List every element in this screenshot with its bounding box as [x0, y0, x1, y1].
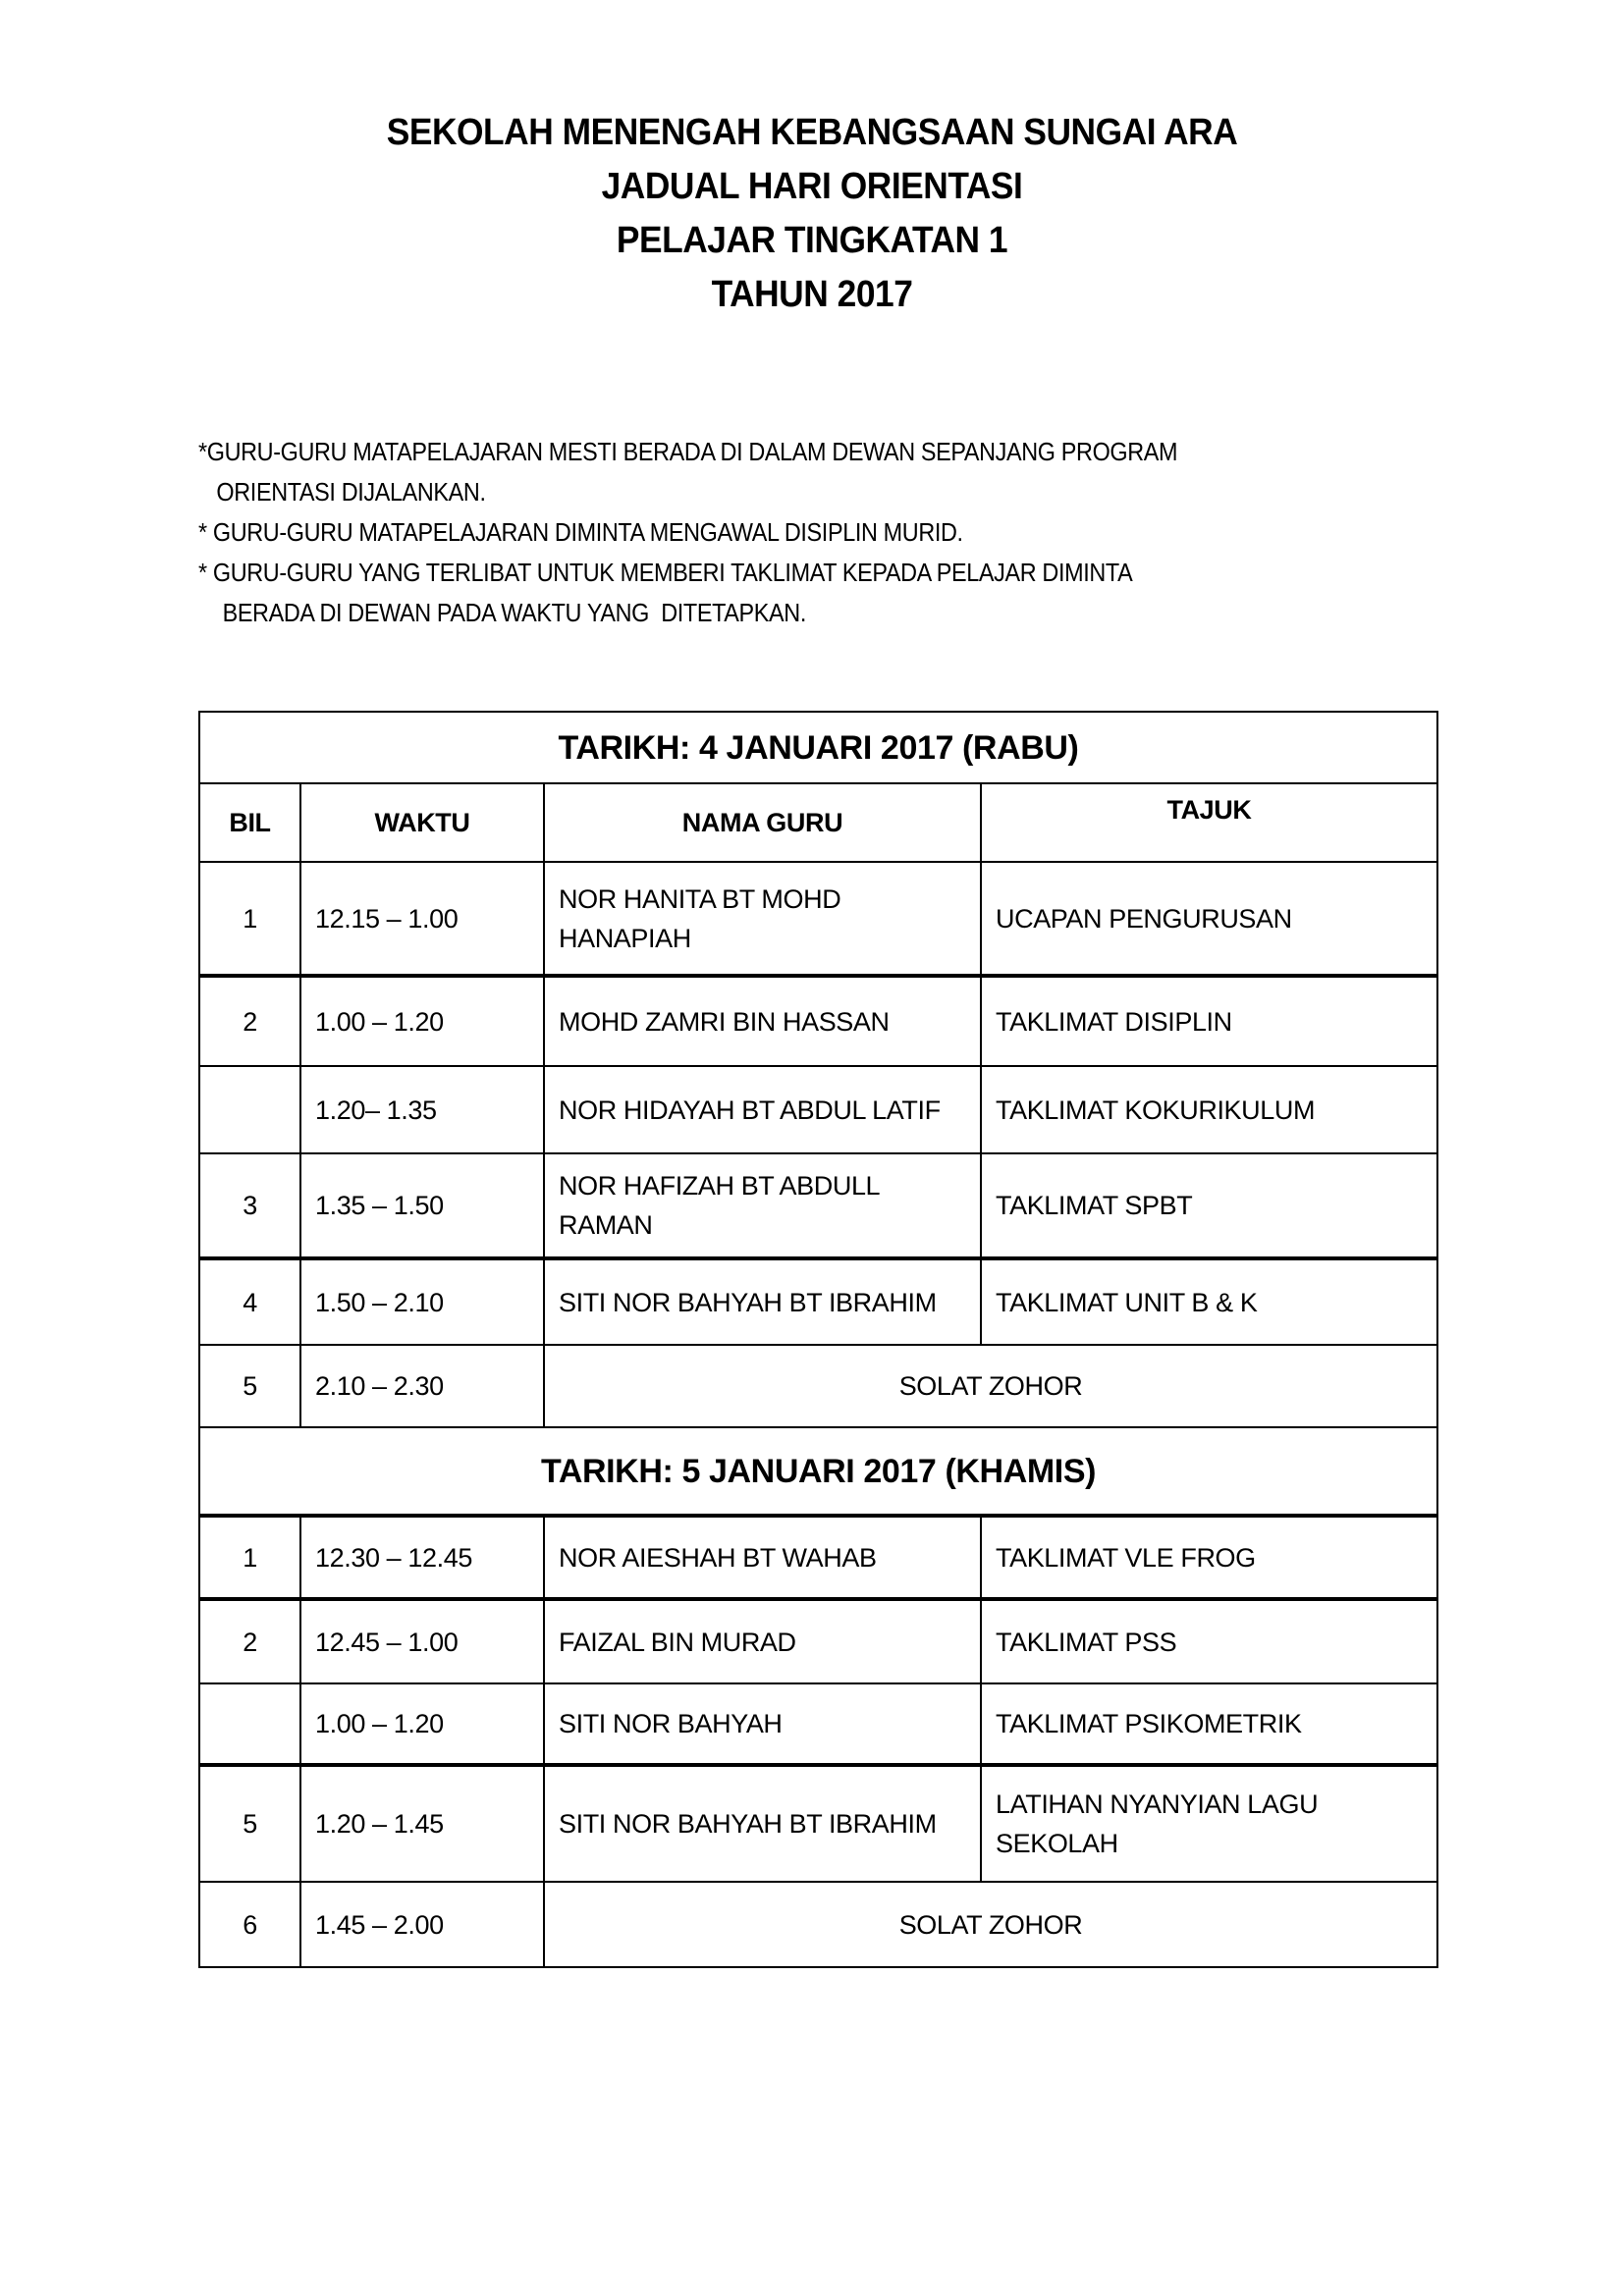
- cell-bil: 1: [199, 862, 300, 976]
- table-row: [199, 1683, 1437, 1765]
- cell-tajuk: TAKLIMAT KOKURIKULUM: [981, 1066, 1437, 1153]
- cell-waktu: 2.10 – 2.30: [300, 1345, 544, 1427]
- cell-nama-guru: NOR HIDAYAH BT ABDUL LATIF: [544, 1066, 981, 1153]
- cell-bil: 2: [199, 976, 300, 1066]
- cell-merged-activity: SOLAT ZOHOR: [544, 1345, 1437, 1427]
- cell-bil: 3: [199, 1153, 300, 1258]
- table-row: [199, 862, 1437, 976]
- cell-nama-guru: SITI NOR BAHYAH BT IBRAHIM: [544, 1258, 981, 1345]
- cell-bil: 2: [199, 1599, 300, 1683]
- cell-tajuk: TAKLIMAT PSS: [981, 1599, 1437, 1683]
- cell-nama-guru: NOR HAFIZAH BT ABDULL RAMAN: [544, 1153, 981, 1258]
- notes-section: [198, 432, 1475, 633]
- cell-bil: 6: [199, 1882, 300, 1967]
- date-heading: TARIKH: 5 JANUARI 2017 (KHAMIS): [199, 1427, 1437, 1516]
- cell-waktu: 1.00 – 1.20: [300, 976, 544, 1066]
- table-row: [199, 1066, 1437, 1153]
- table-row: [199, 1153, 1437, 1258]
- table-row: [199, 1599, 1437, 1683]
- table-row: [199, 1516, 1437, 1599]
- cell-waktu: 12.45 – 1.00: [300, 1599, 544, 1683]
- title-schedule-name: JADUAL HARI ORIENTASI: [601, 166, 1023, 207]
- cell-waktu: 12.30 – 12.45: [300, 1516, 544, 1599]
- cell-tajuk: LATIHAN NYANYIAN LAGU SEKOLAH: [981, 1765, 1437, 1882]
- cell-waktu: 1.35 – 1.50: [300, 1153, 544, 1258]
- cell-bil: 5: [199, 1345, 300, 1427]
- cell-tajuk: UCAPAN PENGURUSAN: [981, 862, 1437, 976]
- cell-tajuk: TAKLIMAT VLE FROG: [981, 1516, 1437, 1599]
- table-row: [199, 1345, 1437, 1427]
- date-row-day2: [199, 1427, 1437, 1516]
- cell-tajuk: TAKLIMAT SPBT: [981, 1153, 1437, 1258]
- table-row: [199, 1258, 1437, 1345]
- cell-waktu: 1.00 – 1.20: [300, 1683, 544, 1765]
- cell-waktu: 1.20– 1.35: [300, 1066, 544, 1153]
- cell-bil: 4: [199, 1258, 300, 1345]
- cell-nama-guru: NOR AIESHAH BT WAHAB: [544, 1516, 981, 1599]
- note-line: BERADA DI DEWAN PADA WAKTU YANG DITETAPKAN.: [198, 598, 806, 627]
- cell-nama-guru: SITI NOR BAHYAH: [544, 1683, 981, 1765]
- cell-nama-guru: NOR HANITA BT MOHD HANAPIAH: [544, 862, 981, 976]
- note-line: ORIENTASI DIJALANKAN.: [198, 477, 486, 507]
- cell-bil: 1: [199, 1516, 300, 1599]
- header-tajuk: TAJUK: [981, 783, 1437, 862]
- note-line: *GURU-GURU MATAPELAJARAN MESTI BERADA DI DALAM DEWAN SEPANJANG PROGRAM: [198, 437, 1178, 466]
- cell-bil: 5: [199, 1765, 300, 1882]
- header-row: [199, 783, 1437, 862]
- header-bil: BIL: [199, 783, 300, 862]
- title-year: TAHUN 2017: [711, 274, 913, 315]
- note-line: * GURU-GURU MATAPELAJARAN DIMINTA MENGAWAL DISIPLIN MURID.: [198, 517, 963, 547]
- cell-nama-guru: SITI NOR BAHYAH BT IBRAHIM: [544, 1765, 981, 1882]
- title-school-name: SEKOLAH MENENGAH KEBANGSAAN SUNGAI ARA: [386, 112, 1238, 153]
- header-nama-guru: NAMA GURU: [544, 783, 981, 862]
- cell-waktu: 1.45 – 2.00: [300, 1882, 544, 1967]
- cell-tajuk: TAKLIMAT DISIPLIN: [981, 976, 1437, 1066]
- schedule-table: [198, 711, 1438, 1968]
- table-row: [199, 976, 1437, 1066]
- cell-waktu: 1.20 – 1.45: [300, 1765, 544, 1882]
- date-heading: TARIKH: 4 JANUARI 2017 (RABU): [199, 712, 1437, 783]
- cell-merged-activity: SOLAT ZOHOR: [544, 1882, 1437, 1967]
- table-row: [199, 1765, 1437, 1882]
- cell-nama-guru: FAIZAL BIN MURAD: [544, 1599, 981, 1683]
- cell-bil: [199, 1066, 300, 1153]
- note-line: * GURU-GURU YANG TERLIBAT UNTUK MEMBERI TAKLIMAT KEPADA PELAJAR DIMINTA: [198, 558, 1133, 587]
- header-waktu: WAKTU: [300, 783, 544, 862]
- title-student-form: PELAJAR TINGKATAN 1: [616, 220, 1008, 261]
- document-title: [0, 106, 1624, 322]
- table-row: [199, 1882, 1437, 1967]
- cell-waktu: 1.50 – 2.10: [300, 1258, 544, 1345]
- date-row-day1: [199, 712, 1437, 783]
- cell-nama-guru: MOHD ZAMRI BIN HASSAN: [544, 976, 981, 1066]
- cell-bil: [199, 1683, 300, 1765]
- cell-tajuk: TAKLIMAT PSIKOMETRIK: [981, 1683, 1437, 1765]
- cell-tajuk: TAKLIMAT UNIT B & K: [981, 1258, 1437, 1345]
- cell-waktu: 12.15 – 1.00: [300, 862, 544, 976]
